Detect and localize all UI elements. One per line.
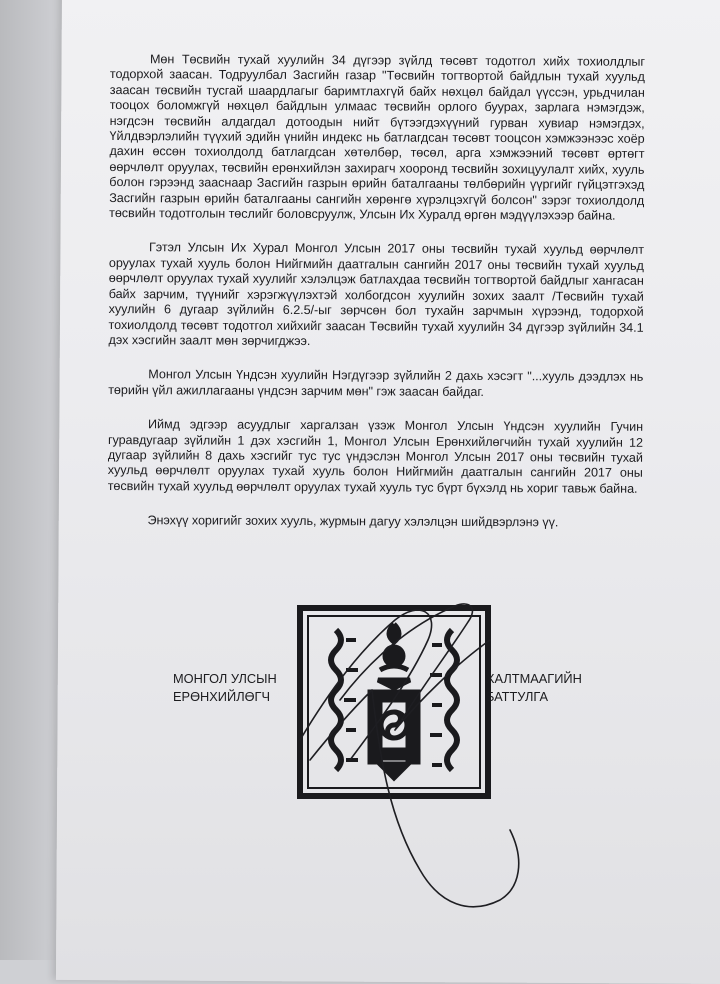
signatory-title: [173, 670, 277, 706]
signatory-name-line2: БАТТУЛГА: [486, 689, 548, 704]
paragraph-2: Гэтэл Улсын Их Хурал Монгол Улсын 2017 оны төсвийн тухай хуульд өөрчлөлт оруулах тухай хууль болон Нийгмийн даатгалын сангийн 2017 оны төсвийн тухай хуульд өөрчлөлт оруулах тухай хуулийг хэлэлцэж батлахдаа төсвийн тогтвортой байдлыг хангасан байх зарчим, түүнийг хэрэгжүүлэхтэй холбогдсон хуулийн зохих заалт /Төсвийн тухай хуулийн 6 дугаар зүйлийн 6.2.5/-ыг зөрчсөн бол тухайн зарчмын хүрээнд, тодорхой тохиолдолд төсөвт тодотгол хийхийг заасан Төсвийн тухай хуулийн 34 дүгээр зүйлийн 34.1 дэх хэсгийн заалт мөн зөрчигджээ.: [108, 240, 645, 348]
signatory-title-line2: ЕРӨНХИЙЛӨГЧ: [173, 689, 271, 704]
paragraph-closing: Энэхүү хоригийг зохих хууль, журмын дагуу хэлэлцэн шийдвэрлэнэ үү.: [147, 513, 559, 530]
soyombo-symbol: [370, 624, 418, 778]
seal-left-script: [331, 630, 341, 770]
paragraph-3: Монгол Улсын Үндсэн хуулийн Нэгдүгээр зүйлийн 2 дахь хэсэгт "...хууль дээдлэх нь төрийн үйл ажиллагааны үндсэн зарчим мөн" гэж заасан байдаг.: [108, 367, 644, 399]
seal-right-script: [447, 630, 457, 770]
signatory-title-line1: МОНГОЛ УЛСЫН: [173, 671, 277, 686]
seal-ink: [300, 608, 488, 796]
document-body: [107, 52, 645, 550]
signatory-name: [486, 670, 582, 706]
signatory-name-line1: ХАЛТМААГИЙН: [486, 671, 582, 686]
paragraph-1: Мөн Төсвийн тухай хуулийн 34 дүгээр зүйлд төсөвт тодотгол хийх тохиолдлыг тодорхой заасан. Тодруулбал Засгийн газар "Төсвийн тогтвортой байдлын тухай хуульд заасан төсвийн тусгай шаардлагыг баримтлахгүй байх нөхцөл байдал үүссэн, урьдчилан тооцох боломжгүй нөхцөл байдлын улмаас төсвийн орлого буурах, зарлага нэмэгдэж, нэгдсэн төсвийн алдагдал дотоодын нийт бүтээгдэхүүний гурван хувиар нэмэгдэх, Үйлдвэрлэлийн түүхий эдийн үнийн индекс нь батлагдсан төсөвт тооцсон хэмжээнээс хоёр дахин өссөн тохиолдолд батлагдсан хөтөлбөр, төсөл, арга хэмжээний төсөвт өртөгт өөрчлөлт оруулах, төсвийн ерөнхийлэн захирагч хооронд төсвийн зохицуулалт хийх, хууль болон гэрээнд зааснаар Засгийн газрын өрийн баталгааны төлбөрийн үүргийг гүйцэтгэхэд Засгийн газрын өрийн баталгааны сангийн хөрөнгө хүрэлцэхгүй болсон" зэрэг тохиолдолд төсвийн тодотголын төслийг боловсруулж, Улсын Их Хуралд өргөн мэдүүлэхээр байна.: [109, 52, 645, 223]
state-seal-stamp: [294, 600, 494, 800]
paragraph-4: Иймд эдгээр асуудлыг харгалзан үзэж Монгол Улсын Үндсэн хуулийн Гучин гуравдугаар зүйлийн 1 дэх хэсгийн 1, Монгол Улсын Ерөнхийлөгчийн тухай хуулийн 12 дугаар зүйлийн 8 дахь хэсгийг тус тус үндэслэн Монгол Улсын 2017 оны төсвийн тухай хуульд өөрчлөлт оруулах тухай хууль болон Нийгмийн даатгалын сангийн 2017 оны төсвийн тухай хуульд өөрчлөлт оруулах тухай хууль тус бүрт бүхэлд нь хориг тавьж байна.: [107, 417, 644, 496]
